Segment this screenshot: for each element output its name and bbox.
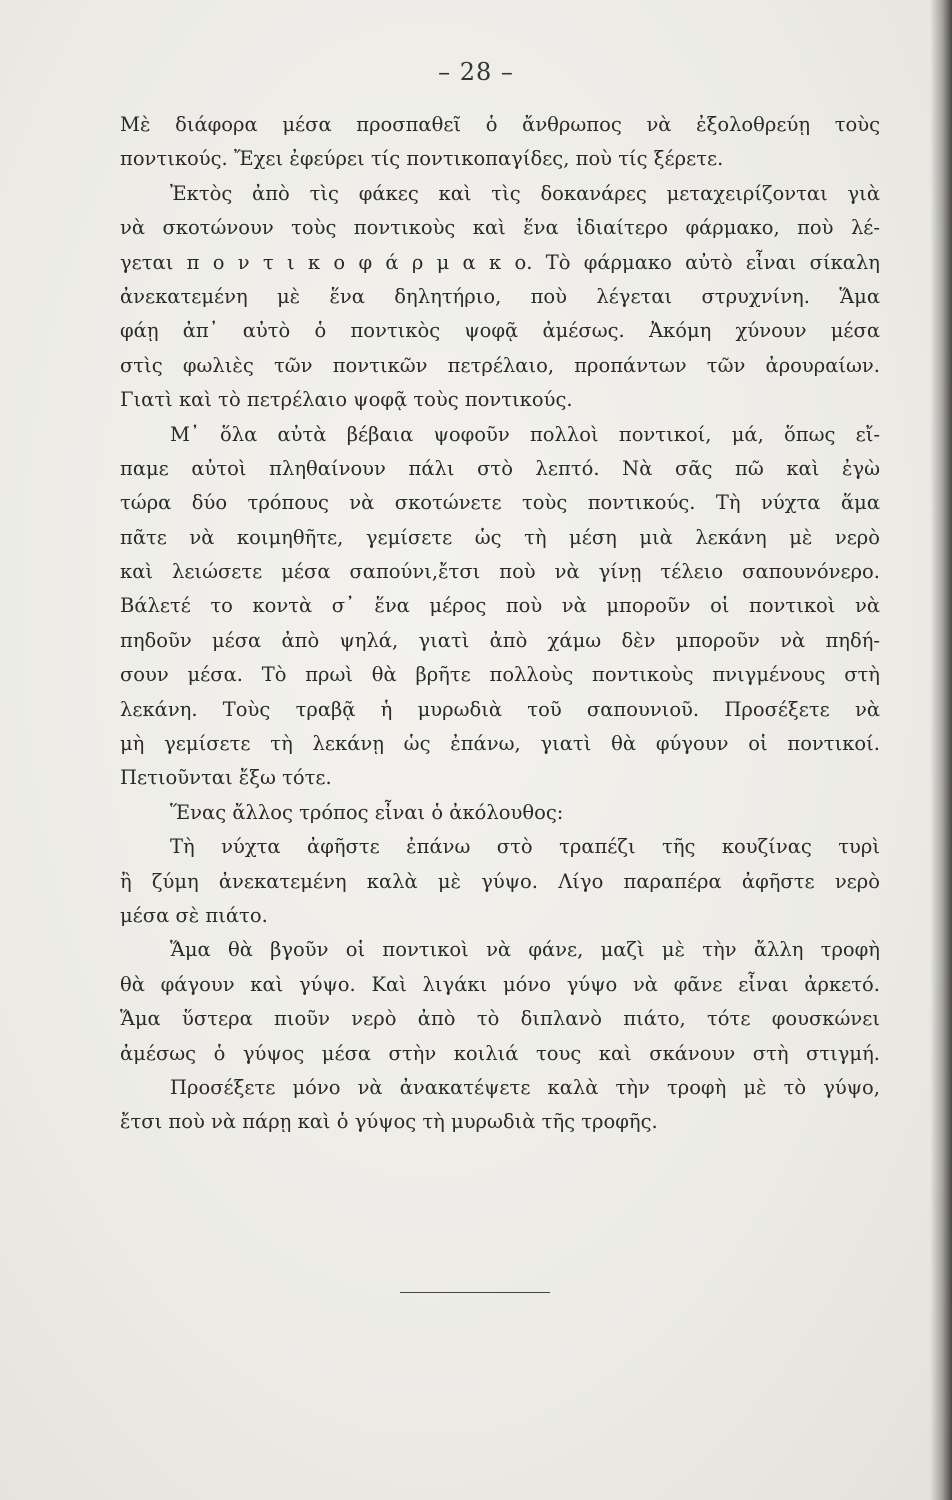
text-line: Ἅμα ὕστερα πιοῦν νερὸ ἀπὸ τὸ διπλανὸ πιάτο, τότε φουσκώνει [120, 1007, 880, 1031]
text-line: Μ᾿ ὅλα αὐτὰ βέβαια ψοφοῦν πολλοὶ ποντικοί, μά, ὅπως εἴ- [170, 422, 880, 446]
text-line: σουν μέσα. Τὸ πρωὶ θὰ βρῆτε πολλοὺς ποντικοὺς πνιγμένους στὴ [120, 663, 880, 687]
text-line: Ἕνας ἄλλος τρόπος εἶναι ὁ ἀκόλουθος: [170, 800, 564, 824]
text-line: Τὴ νύχτα ἀφῆστε ἐπάνω στὸ τραπέζι τῆς κουζίνας τυρὶ [170, 835, 880, 859]
text-line: φάῃ ἀπ᾿ αὐτὸ ὁ ποντικὸς ψοφᾷ ἀμέσως. Ἀκόμη χύνουν μέσα [120, 319, 880, 343]
text-line: Προσέξετε μόνο νὰ ἀνακατέψετε καλὰ τὴν τροφὴ μὲ τὸ γύψο, [170, 1075, 880, 1099]
section-divider [400, 1292, 550, 1293]
text-line: πηδοῦν μέσα ἀπὸ ψηλά, γιατὶ ἀπὸ χάμω δὲν μποροῦν νὰ πηδή- [120, 628, 880, 652]
text-line: Βάλετέ το κοντὰ σ᾿ ἕνα μέρος ποὺ νὰ μποροῦν οἱ ποντικοὶ νὰ [120, 594, 880, 618]
text-line: μὴ γεμίσετε τὴ λεκάνῃ ὡς ἐπάνω, γιατὶ θὰ φύγουν οἱ ποντικοί. [120, 732, 880, 756]
text-line: Μὲ διάφορα μέσα προσπαθεῖ ὁ ἄνθρωπος νὰ ἐξολοθρεύῃ τοὺς [120, 113, 880, 136]
text-line: λεκάνη. Τοὺς τραβᾷ ἡ μυρωδιὰ τοῦ σαπουνιοῦ. Προσέξετε νὰ [120, 697, 880, 721]
text-line: ἀμέσως ὁ γύψος μέσα στὴν κοιλιά τους καὶ σκάνουν στὴ στιγμή. [120, 1041, 880, 1065]
text-line: τώρα δύο τρόπους νὰ σκοτώνετε τοὺς ποντικούς. Τὴ νύχτα ἅμα [120, 491, 880, 515]
text-line: καὶ λειώσετε μέσα σαπούνι,ἔτσι ποὺ νὰ γίνῃ τέλειο σαπουνόνερο. [120, 560, 880, 584]
text-line: πᾶτε νὰ κοιμηθῆτε, γεμίσετε ὡς τὴ μέση μιὰ λεκάνη μὲ νερὸ [120, 525, 880, 549]
text-line: ἢ ζύμη ἀνεκατεμένη καλὰ μὲ γύψο. Λίγο παραπέρα ἀφῆστε νερὸ [120, 869, 880, 893]
text-line: Γιατὶ καὶ τὸ πετρέλαιο ψοφᾷ τοὺς ποντικούς. [120, 388, 573, 412]
text-line: στὶς φωλιὲς τῶν ποντικῶν πετρέλαιο, προπάντων τῶν ἀρουραίων. [120, 353, 880, 377]
body-text [120, 108, 880, 1140]
text-line: γεται π ο ν τ ι κ ο φ ά ρ μ α κ ο. Τὸ φάρμακο αὐτὸ εἶναι σίκαλη [120, 250, 880, 274]
text-line: Ἐκτὸς ἀπὸ τὶς φάκες καὶ τὶς δοκανάρες μεταχειρίζονται γιὰ [170, 181, 880, 205]
text-line: ἔτσι ποὺ νὰ πάρῃ καὶ ὁ γύψος τὴ μυρωδιὰ τῆς τροφῆς. [120, 1110, 658, 1134]
text-line: παμε αὐτοὶ πληθαίνουν πάλι στὸ λεπτό. Νὰ σᾶς πῶ καὶ ἐγὼ [120, 456, 880, 480]
text-line: θὰ φάγουν καὶ γύψο. Καὶ λιγάκι μόνο γύψο νὰ φᾶνε εἶναι ἀρκετό. [120, 972, 880, 996]
text-line: ἀνεκατεμένη μὲ ἕνα δηλητήριο, ποὺ λέγεται στρυχνίνη. Ἅμα [120, 284, 880, 308]
text-line: Πετιοῦνται ἔξω τότε. [120, 766, 332, 790]
text-line: Ἅμα θὰ βγοῦν οἱ ποντικοὶ νὰ φάνε, μαζὶ μὲ τὴν ἄλλη τροφὴ [170, 938, 880, 962]
text-line: μέσα σὲ πιάτο. [120, 903, 268, 927]
page-number: – 28 – [438, 58, 514, 86]
text-line: νὰ σκοτώνουν τοὺς ποντικοὺς καὶ ἕνα ἰδιαίτερο φάρμακο, ποὺ λέ- [120, 216, 880, 240]
text-line: ποντικούς. Ἔχει ἐφεύρει τίς ποντικοπαγίδες, ποὺ τίς ξέρετε. [120, 147, 724, 171]
page-edge-shadow [930, 0, 952, 1500]
